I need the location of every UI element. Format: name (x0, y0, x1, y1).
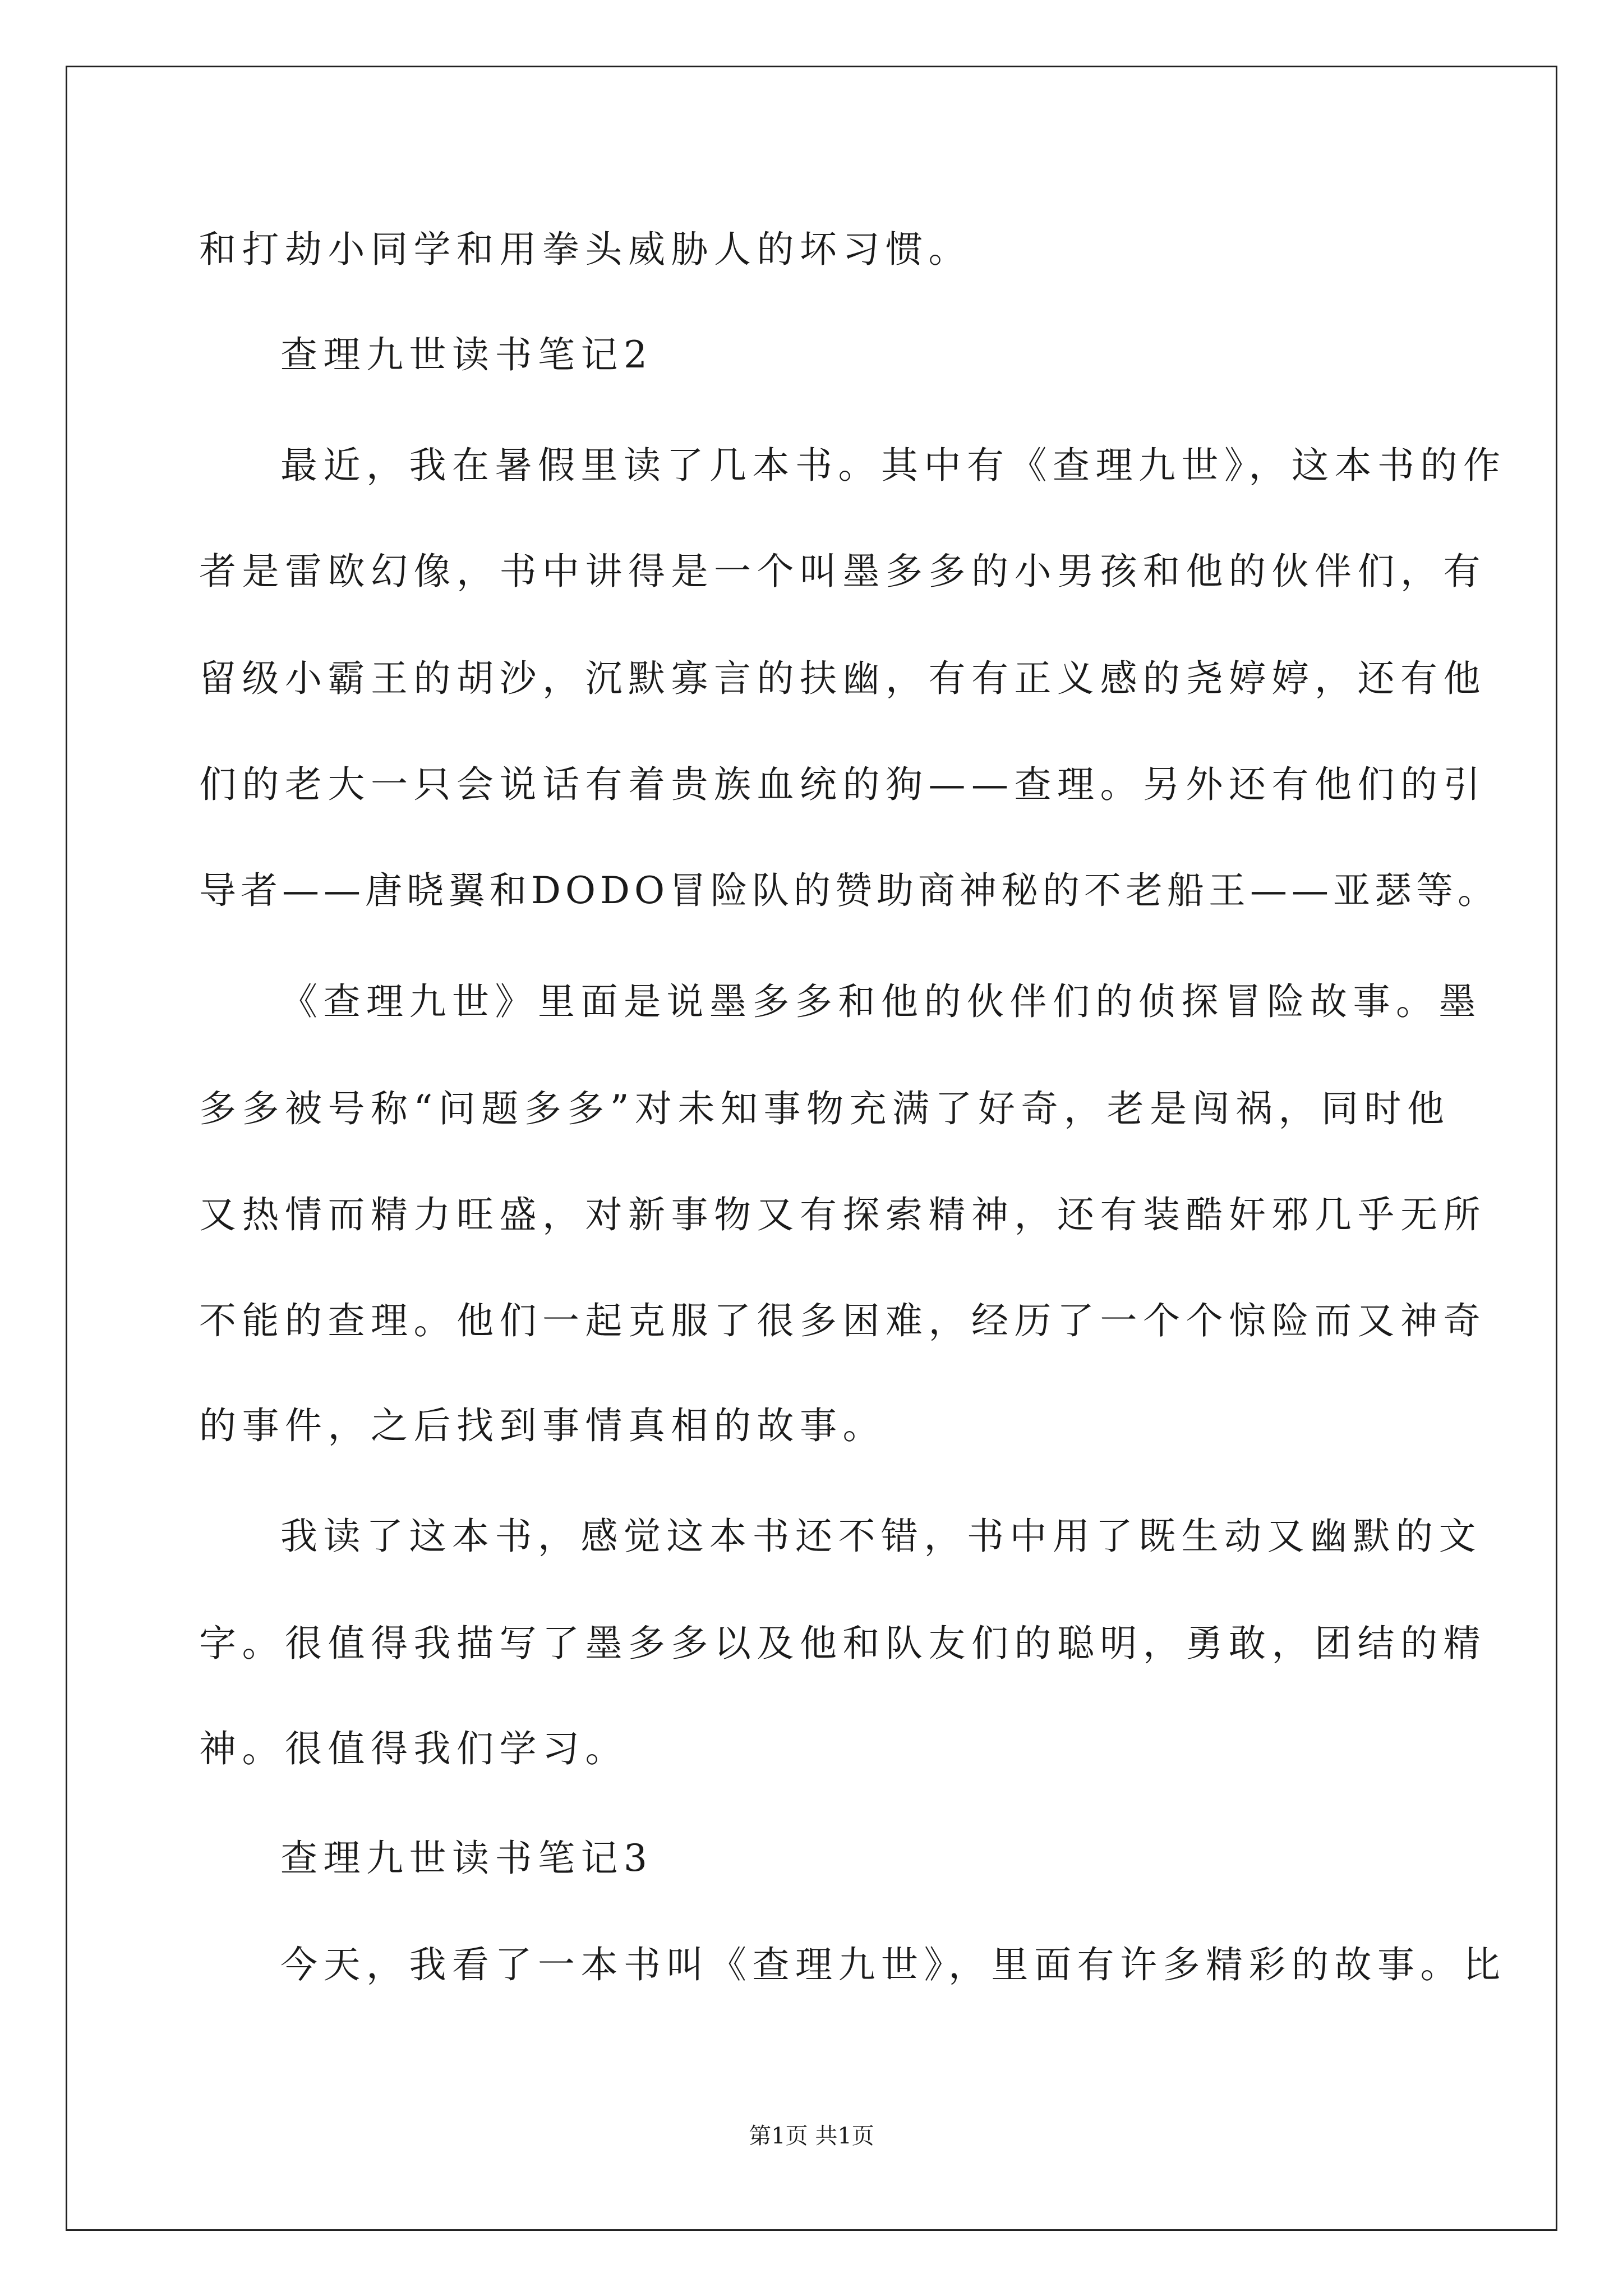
paragraph-line: 们的老大一只会说话有着贵族血统的狗——查理。另外还有他们的引 (199, 763, 1486, 806)
paragraph-line: 最近，我在暑假里读了几本书。其中有《查理九世》，这本书的作 (280, 444, 1506, 487)
section-heading: 查理九世读书笔记2 (280, 333, 653, 376)
paragraph-line: 导者——唐晓翼和DODO冒险队的赞助商神秘的不老船王——亚瑟等。 (199, 869, 1500, 912)
page-border (66, 66, 1557, 2231)
paragraph-line: 今天，我看了一本书叫《查理九世》，里面有许多精彩的故事。比 (280, 1943, 1506, 1986)
paragraph-line: 多多被号称“问题多多”对未知事物充满了好奇，老是闯祸，同时他 (199, 1087, 1450, 1130)
paragraph-line: 字。很值得我描写了墨多多以及他和队友们的聪明，勇敢，团结的精 (199, 1622, 1486, 1665)
paragraph-line: 神。很值得我们学习。 (199, 1727, 628, 1770)
paragraph-line: 留级小霸王的胡沙，沉默寡言的扶幽，有有正义感的尧婷婷，还有他 (199, 657, 1486, 700)
paragraph-line: 又热情而精力旺盛，对新事物又有探索精神，还有装酷奸邪几乎无所 (199, 1193, 1486, 1236)
page-footer: 第1页 共1页 (749, 2123, 874, 2149)
paragraph-line: 者是雷欧幻像，书中讲得是一个叫墨多多的小男孩和他的伙伴们，有 (199, 550, 1486, 593)
section-heading: 查理九世读书笔记3 (280, 1837, 653, 1880)
paragraph-line: 不能的查理。他们一起克服了很多困难，经历了一个个惊险而又神奇 (199, 1299, 1486, 1342)
paragraph-line: 我读了这本书，感觉这本书还不错，书中用了既生动又幽默的文 (280, 1515, 1482, 1558)
paragraph-line: 的事件，之后找到事情真相的故事。 (199, 1404, 886, 1447)
paragraph-line: 《查理九世》里面是说墨多多和他的伙伴们的侦探冒险故事。墨 (280, 980, 1482, 1023)
paragraph-line: 和打劫小同学和用拳头威胁人的坏习惯。 (199, 228, 971, 271)
